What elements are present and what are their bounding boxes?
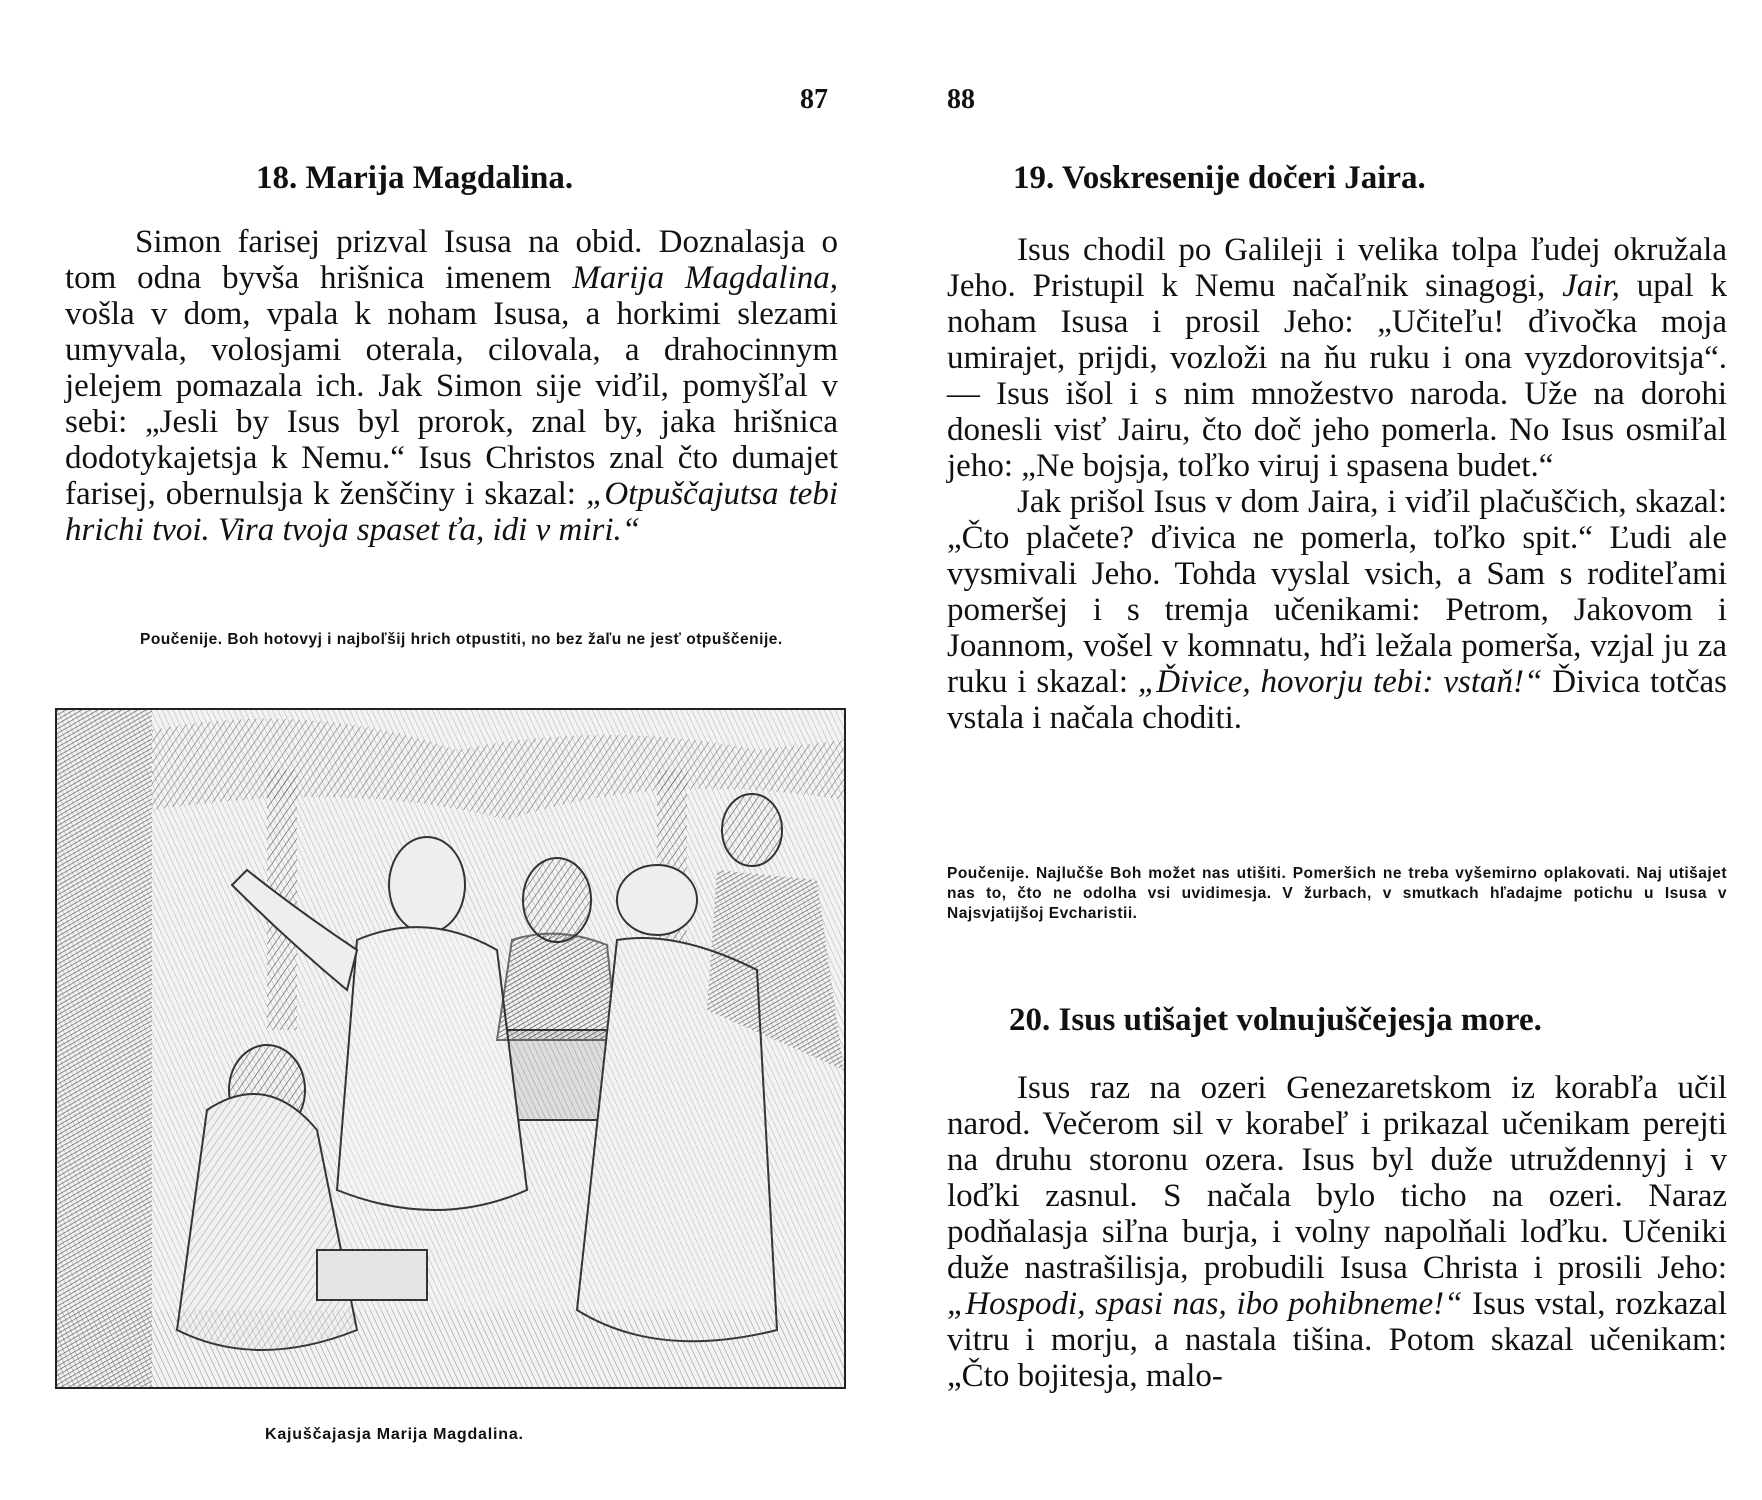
illustration-engraving (55, 708, 846, 1389)
chapter-18-text (65, 224, 838, 548)
page-number-right: 88 (947, 84, 975, 115)
text-run-italic: „Otpuščajutsa tebi hrichi tvoi. Vira tvoja spaset ťa, idi v miri.“ (65, 476, 839, 548)
text-run: Isus raz na ozeri Genezaretskom iz korabľa učil narod. Večerom sil v korabeľ i prikazal učenikam perejti na druhu storonu ozera. Isus byl duže utruždennyj i v loďki zasnul. S načala bylo ticho na ozeri. Naraz podňalasja siľna burja, i volny napolňali loďku. Učeniki duže nastrašilisja, probudili Isusa Christa i prosili Jeho: (947, 1070, 1727, 1286)
chapter-19-text (947, 232, 1727, 736)
paragraph (947, 1070, 1727, 1394)
text-run: vošla v dom, vpala k noham Isusa, a horkimi slezami umyvala, volosjami oterala, cilovala, a drahocinnym jelejem pomazala ich. Jak Simon sije viďil, pomyšľal v sebi: „Jesli by Isus byl prorok, znal by, jaka hrišnica dodotykajetsja k Nemu.“ Isus Christos znal čto dumajet farisej, obernulsja k ženščiny i skazal: (65, 296, 838, 512)
chapter-heading-20: 20. Isus utišajet volnujuščejesja more. (1009, 1002, 1542, 1038)
text-run: Isus vstal, rozkazal vitru i morju, a nastala tišina. Potom skazal učenikam: „Čto bojitesja, malo- (947, 1286, 1727, 1394)
chapter-heading-19: 19. Voskresenije dočeri Jaira. (1013, 160, 1426, 196)
paragraph (947, 484, 1727, 736)
illustration-caption: Kajuščajasja Marija Magdalina. (265, 1426, 524, 1443)
paragraph (947, 232, 1727, 484)
paragraph (65, 224, 838, 548)
engraving-drawing (57, 710, 844, 1387)
text-run-italic: „Ďivice, hovorju tebi: vstaň!“ (1137, 664, 1543, 700)
chapter-20-text (947, 1070, 1727, 1394)
page-number-left: 87 (800, 84, 828, 115)
text-run-italic: Jair, (1562, 268, 1620, 304)
text-run: Ďivica totčas vstala i načala choditi. (947, 664, 1728, 736)
text-run: Simon farisej prizval Isusa na obid. Doznalasja o tom odna byvša hrišnica imenem (65, 224, 838, 296)
lesson-note-19: Poučenije. Najlučše Boh možet nas utišiti. Pomeršich ne treba vyšemirno oplakovati. Naj utišajet nas to, čto ne odolha vsi uvidimesja. V žurbach, v smutkach hľadajme potichu u Isusa v Najsvjatijšoj Evcharistii. (947, 865, 1727, 922)
text-run: Isus chodil po Galileji i velika tolpa ľudej okružala Jeho. Pristupil k Nemu načaľnik sinagogi, (947, 232, 1727, 304)
text-run-italic: „Hospodi, spasi nas, ibo pohibneme!“ (947, 1286, 1463, 1322)
text-run: upal k noham Isusa i prosil Jeho: „Učiteľu! ďivočka moja umirajet, prijdi, vozloži na ňu ruku i ona vyzdorovitsja“. — Isus išol i s nim množestvo naroda. Uže na dorohi donesli visť Jairu, čto doč jeho pomerla. No Isus osmiľal jeho: „Ne bojsja, toľko viruj i spasena budet.“ (947, 268, 1727, 484)
lesson-note-18: Poučenije. Boh hotovyj i najboľšij hrich otpustiti, no bez žaľu ne jesť otpuščenije. (140, 631, 783, 648)
chapter-heading-18: 18. Marija Magdalina. (256, 160, 574, 196)
right-page (881, 0, 1762, 1500)
text-run-italic: Marija Magdalina, (572, 260, 838, 296)
text-run: Jak prišol Isus v dom Jaira, i viďil plačuščich, skazal: „Čto plačete? ďivica ne pomerla, toľko spit.“ Ľudi ale vysmivali Jeho. Tohda vyslal vsich, a Sam s roditeľami pomeršej i s tremja učenikami: Petrom, Jakovom i Joannom, vošel v komnatu, hďi ležala pomerša, vzjal ju za ruku i skazal: (947, 484, 1727, 700)
